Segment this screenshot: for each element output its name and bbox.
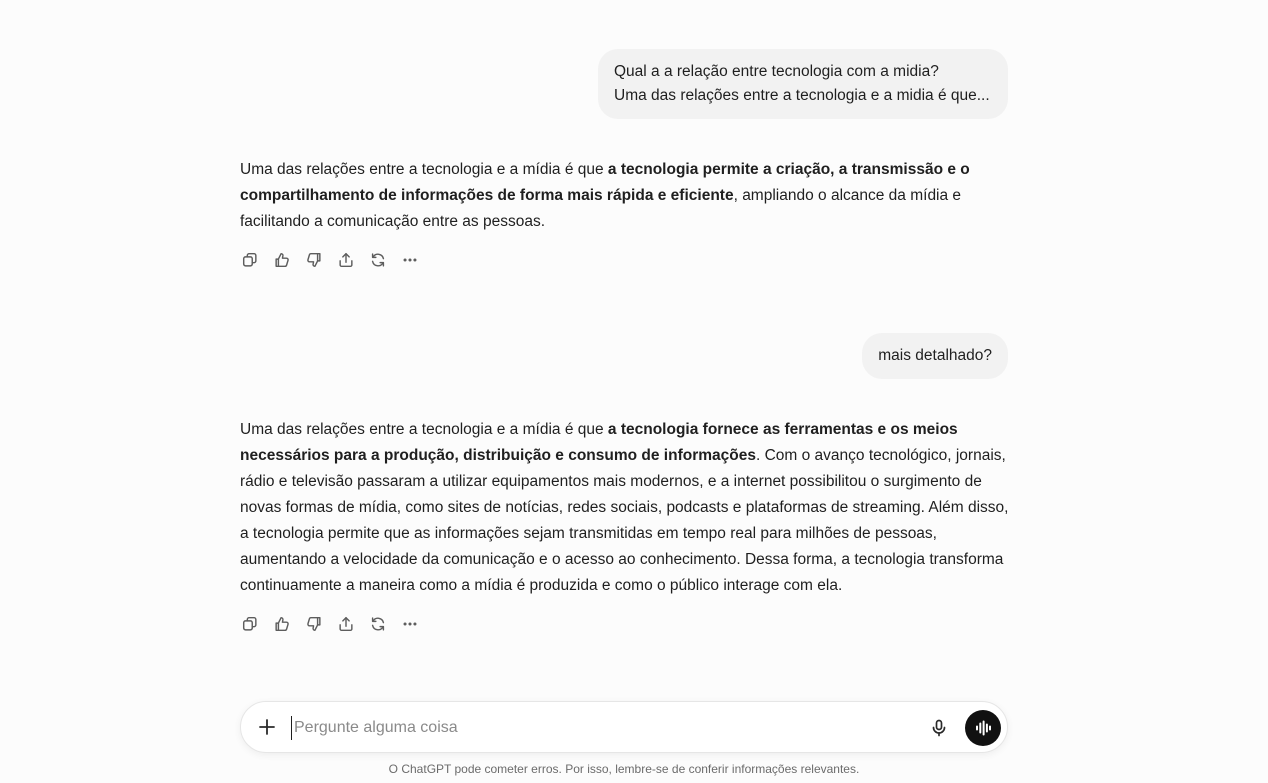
prompt-input[interactable] — [291, 716, 911, 740]
answer-text: Uma das relações entre a tecnologia e a mídia é que — [240, 421, 608, 438]
regenerate-icon[interactable] — [368, 614, 388, 634]
answer-text: Uma das relações entre a tecnologia e a mídia é que — [240, 161, 608, 178]
plus-icon[interactable] — [255, 715, 279, 739]
composer — [240, 701, 1008, 753]
answer-bold-text: a tecnologia permite a criação, a transmissão e o compartilhamento de informações de forma mais rápida e eficiente — [240, 161, 970, 204]
message-actions — [240, 250, 420, 270]
assistant-message — [240, 157, 1012, 235]
copy-icon[interactable] — [240, 614, 260, 634]
user-message-line: Uma das relações entre a tecnologia e a midia é que... — [614, 87, 990, 104]
user-message-bubble — [598, 49, 1008, 119]
voice-waveform-icon — [973, 718, 993, 738]
assistant-message — [240, 417, 1012, 599]
share-icon[interactable] — [336, 250, 356, 270]
microphone-icon[interactable] — [927, 716, 951, 740]
user-message-line: Qual a a relação entre tecnologia com a midia? — [614, 63, 939, 80]
thumbs-down-icon[interactable] — [304, 250, 324, 270]
answer-text: , ampliando o alcance da mídia e facilitando a comunicação entre as pessoas. — [240, 187, 962, 230]
thumbs-up-icon[interactable] — [272, 614, 292, 634]
copy-icon[interactable] — [240, 250, 260, 270]
message-actions — [240, 614, 420, 634]
answer-bold-text: a tecnologia fornece as ferramentas e os meios necessários para a produção, distribuição e consumo de informações — [240, 421, 958, 464]
thumbs-down-icon[interactable] — [304, 614, 324, 634]
more-icon[interactable] — [400, 250, 420, 270]
answer-text: . Com o avanço tecnológico, jornais, rádio e televisão passaram a utilizar equipamentos mais modernos, e a internet possibilitou o surgimento de novas formas de mídia, como sites de notícias, redes sociais, podcasts e plataformas de streaming. Além disso, a tecnologia permite que as informações sejam transmitidas em tempo real para milhões de pessoas, aumentando a velocidade da comunicação e o acesso ao conhecimento. Dessa forma, a tecnologia transforma continuamente a maneira como a mídia é produzida e como o público interage com ela. — [240, 447, 1009, 594]
regenerate-icon[interactable] — [368, 250, 388, 270]
voice-mode-button[interactable] — [965, 710, 1001, 746]
disclaimer: O ChatGPT pode cometer erros. Por isso, lembre-se de conferir informações relevantes. — [388, 762, 860, 776]
more-icon[interactable] — [400, 614, 420, 634]
share-icon[interactable] — [336, 614, 356, 634]
user-message-line: mais detalhado? — [878, 347, 992, 364]
thumbs-up-icon[interactable] — [272, 250, 292, 270]
user-message-bubble — [862, 333, 1008, 379]
